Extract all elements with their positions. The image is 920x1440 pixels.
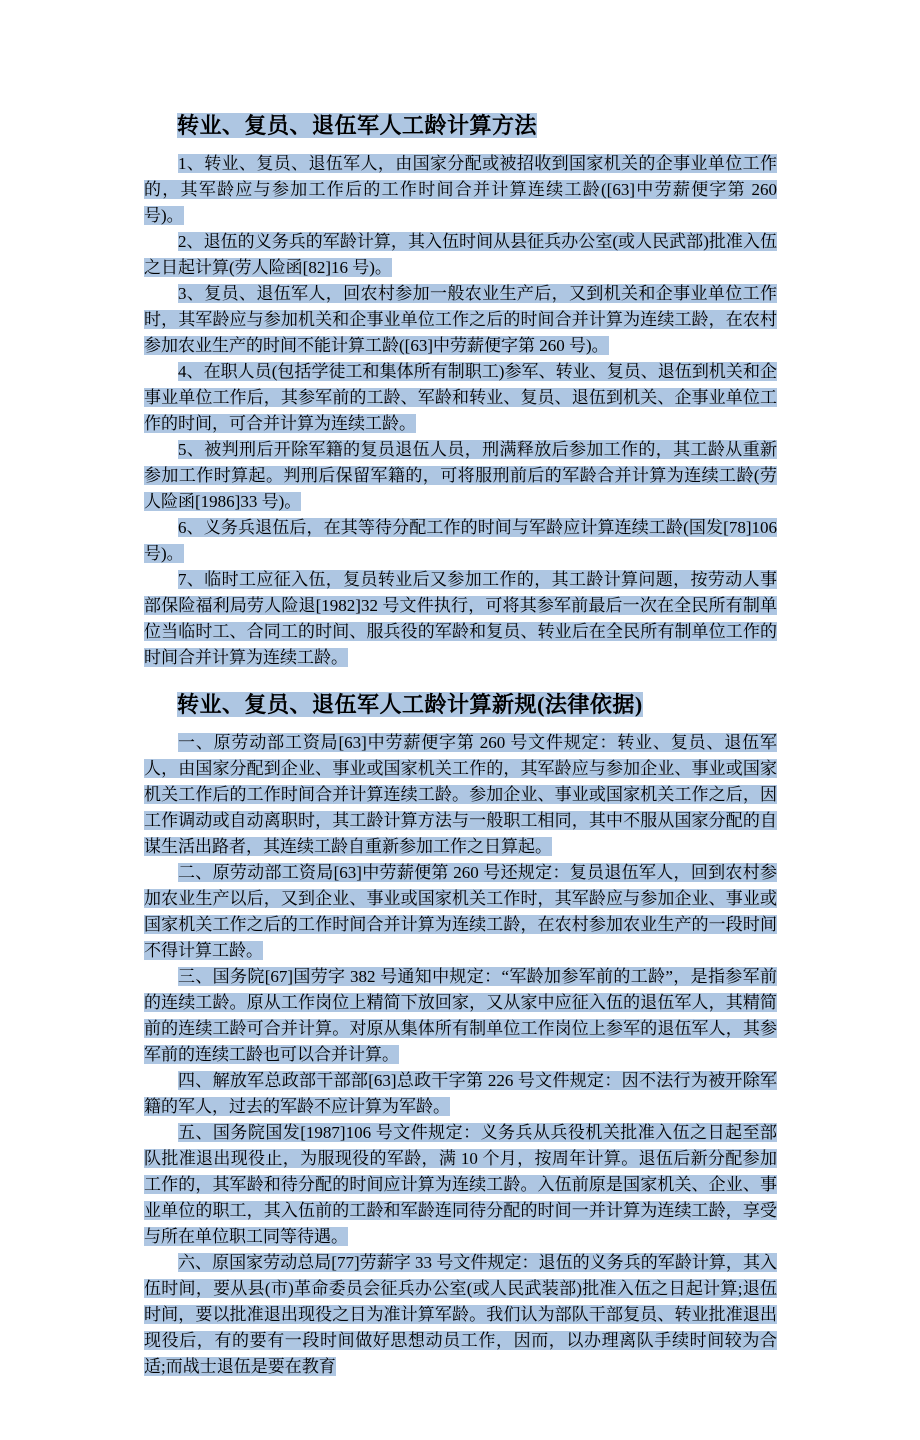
paragraph <box>144 1250 777 1380</box>
section-title-legal-basis <box>144 689 777 721</box>
paragraph <box>144 151 777 229</box>
paragraph-text: 五、国务院国发[1987]106 号文件规定：义务兵从兵役机关批准入伍之日起至部队批准退出现役止，为服现役的军龄，满 10 个月，按周年计算。退伍后新分配参加工作的，其军龄和待分配的时间应计算为连续工龄。入伍前原是国家机关、企业、事业单位的职工，其入伍前的工龄和军龄连同待分配的时间一并计算为连续工龄，享受与所在单位职工同等待遇。 <box>144 1123 777 1246</box>
paragraph <box>144 229 777 281</box>
paragraph <box>144 860 777 964</box>
paragraph-text: 四、解放军总政部干部部[63]总政干字第 226 号文件规定：因不法行为被开除军籍的军人，过去的军龄不应计算为军龄。 <box>144 1071 777 1116</box>
paragraph <box>144 437 777 515</box>
paragraph-text: 2、退伍的义务兵的军龄计算，其入伍时间从县征兵办公室(或人民武部)批准入伍之日起计算(劳人险函[82]16 号)。 <box>144 232 777 277</box>
paragraph-text: 7、临时工应征入伍，复员转业后又参加工作的，其工龄计算问题，按劳动人事部保险福利局劳人险退[1982]32 号文件执行，可将其参军前最后一次在全民所有制单位当临时工、合同工的时间、服兵役的军龄和复员、转业后在全民所有制单位工作的时间合并计算为连续工龄。 <box>144 570 777 667</box>
paragraph <box>144 281 777 359</box>
paragraph <box>144 567 777 671</box>
paragraph-text: 6、义务兵退伍后，在其等待分配工作的时间与军龄应计算连续工龄(国发[78]106 号)。 <box>144 518 777 563</box>
paragraph-text: 5、被判刑后开除军籍的复员退伍人员，刑满释放后参加工作的，其工龄从重新参加工作时算起。判刑后保留军籍的，可将服刑前后的军龄合并计算为连续工龄(劳人险函[1986]33 号)。 <box>144 440 777 511</box>
paragraph <box>144 964 777 1068</box>
paragraph-text: 1、转业、复员、退伍军人，由国家分配或被招收到国家机关的企事业单位工作的，其军龄应与参加工作后的工作时间合并计算连续工龄([63]中劳薪便字第 260 号)。 <box>144 154 777 225</box>
section-title-methods <box>144 110 777 142</box>
paragraph-text: 3、复员、退伍军人，回农村参加一般农业生产后，又到机关和企事业单位工作时，其军龄应与参加机关和企事业单位工作之后的时间合并计算为连续工龄，在农村参加农业生产的时间不能计算工龄([63]中劳薪便字第 260 号)。 <box>144 284 777 355</box>
paragraph-text: 4、在职人员(包括学徒工和集体所有制职工)参军、转业、复员、退伍到机关和企事业单位工作后，其参军前的工龄、军龄和转业、复员、退伍到机关、企事业单位工作的时间，可合并计算为连续工龄。 <box>144 362 777 433</box>
paragraph <box>144 730 777 860</box>
paragraph-text: 三、国务院[67]国劳字 382 号通知中规定：“军龄加参军前的工龄”，是指参军前的连续工龄。原从工作岗位上精简下放回家，又从家中应征入伍的退伍军人，其精简前的连续工龄可合并计算。对原从集体所有制单位工作岗位上参军的退伍军人，其参军前的连续工龄也可以合并计算。 <box>144 967 777 1064</box>
paragraph-text: 一、原劳动部工资局[63]中劳薪便字第 260 号文件规定：转业、复员、退伍军人，由国家分配到企业、事业或国家机关工作的，其军龄应与参加企业、事业或国家机关工作后的工作时间合并计算连续工龄。参加企业、事业或国家机关工作之后，因工作调动或自动离职时，其工龄计算方法与一般职工相同，其中不服从国家分配的自谋生活出路者，其连续工龄自重新参加工作之日算起。 <box>144 733 777 856</box>
paragraph-text: 六、原国家劳动总局[77]劳薪字 33 号文件规定：退伍的义务兵的军龄计算，其入伍时间，要从县(市)革命委员会征兵办公室(或人民武装部)批准入伍之日起计算;退伍时间，要以批准退出现役之日为准计算军龄。我们认为部队干部复员、转业批准退出现役后，有的要有一段时间做好思想动员工作，因而，以办理离队手续时间较为合适;而战士退伍是要在教育 <box>144 1253 777 1376</box>
paragraph <box>144 359 777 437</box>
paragraph-text: 二、原劳动部工资局[63]中劳薪便第 260 号还规定：复员退伍军人，回到农村参加农业生产以后，又到企业、事业或国家机关工作时，其军龄应与参加企业、事业或国家机关工作之后的工作时间合并计算为连续工龄，在农村参加农业生产的一段时间不得计算工龄。 <box>144 863 777 960</box>
paragraph <box>144 515 777 567</box>
paragraph <box>144 1068 777 1120</box>
section-title-text: 转业、复员、退伍军人工龄计算新规(法律依据) <box>177 692 643 717</box>
paragraph <box>144 1120 777 1250</box>
section-title-text: 转业、复员、退伍军人工龄计算方法 <box>177 113 538 138</box>
